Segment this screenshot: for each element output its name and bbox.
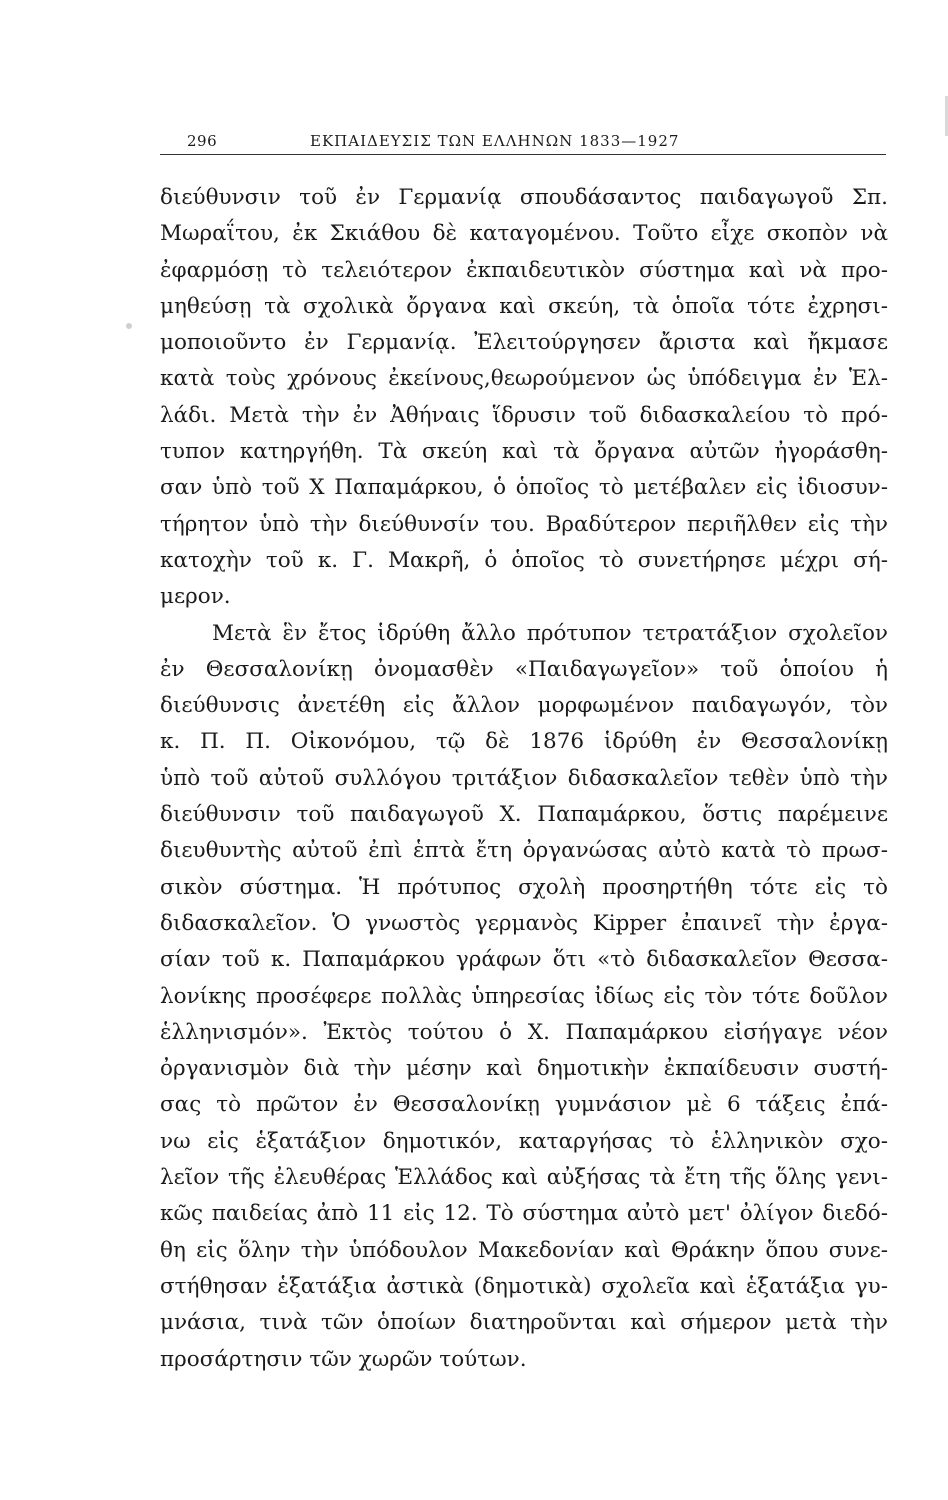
- text-line: σας τὸ πρῶτον ἐν Θεσσαλονίκῃ γυμνάσιον μὲ 6 τάξεις ἐπά-: [160, 1092, 888, 1118]
- body-text: [160, 180, 888, 1378]
- text-line: τυπον κατηργήθη. Τὰ σκεύη καὶ τὰ ὄργανα αὐτῶν ἠγοράσθη-: [160, 439, 888, 465]
- text-line: διεύθυνσιν τοῦ παιδαγωγοῦ Χ. Παπαμάρκου, ὅστις παρέμεινε: [160, 802, 888, 828]
- text-line: ἐν Θεσσαλονίκῃ ὀνομασθὲν «Παιδαγωγεῖον» τοῦ ὁποίου ἡ: [160, 656, 888, 682]
- text-line: σικὸν σύστημα. Ἡ πρότυπος σχολὴ προσηρτήθη τότε εἰς τὸ: [160, 874, 888, 900]
- text-line: νω εἰς ἑξατάξιον δημοτικόν, καταργήσας τὸ ἑλληνικὸν σχο-: [160, 1128, 888, 1154]
- text-line: τήρητον ὑπὸ τὴν διεύθυνσίν του. Βραδύτερον περιῆλθεν εἰς τὴν: [160, 511, 888, 537]
- text-line: διευθυντὴς αὐτοῦ ἐπὶ ἑπτὰ ἔτη ὀργανώσας αὐτὸ κατὰ τὸ πρωσ-: [160, 838, 888, 864]
- text-line: λεῖον τῆς ἐλευθέρας Ἑλλάδος καὶ αὐξήσας τὰ ἔτη τῆς ὅλης γενι-: [160, 1165, 888, 1191]
- text-line: θη εἰς ὅλην τὴν ὑπόδουλον Μακεδονίαν καὶ Θράκην ὅπου συνε-: [160, 1237, 888, 1263]
- text-line: μνάσια, τινὰ τῶν ὁποίων διατηροῦνται καὶ σήμερον μετὰ τὴν: [160, 1310, 888, 1336]
- text-line: σίαν τοῦ κ. Παπαμάρκου γράφων ὅτι «τὸ διδασκαλεῖον Θεσσα-: [160, 947, 888, 973]
- text-line: μερον.: [160, 584, 231, 610]
- text-line: σαν ὑπὸ τοῦ Χ Παπαμάρκου, ὁ ὁποῖος τὸ μετέβαλεν εἰς ἰδιοσυν-: [160, 475, 888, 501]
- header-rule: [160, 154, 886, 155]
- text-line: ὀργανισμὸν διὰ τὴν μέσην καὶ δημοτικὴν ἐκπαίδευσιν συστή-: [160, 1056, 888, 1082]
- text-line: διεύθυνσις ἀνετέθη εἰς ἄλλον μορφωμένον παιδαγωγόν, τὸν: [160, 693, 888, 719]
- text-line: κ. Π. Π. Οἰκονόμου, τῷ δὲ 1876 ἱδρύθη ἐν Θεσσαλονίκῃ: [160, 729, 888, 755]
- text-line: κατοχὴν τοῦ κ. Γ. Μακρῆ, ὁ ὁποῖος τὸ συνετήρησε μέχρι σή-: [160, 547, 888, 573]
- text-line: λονίκης προσέφερε πολλὰς ὑπηρεσίας ἰδίως εἰς τὸν τότε δοῦλον: [160, 983, 888, 1009]
- text-line: ὑπὸ τοῦ αὐτοῦ συλλόγου τριτάξιον διδασκαλεῖον τεθὲν ὑπὸ τὴν: [160, 765, 888, 791]
- paper-speck: [126, 323, 132, 329]
- text-line: κῶς παιδείας ἀπὸ 11 εἰς 12. Τὸ σύστημα αὐτὸ μετ' ὀλίγον διεδό-: [160, 1201, 888, 1227]
- text-line: προσάρτησιν τῶν χωρῶν τούτων.: [160, 1346, 527, 1372]
- text-line: στήθησαν ἑξατάξια ἀστικὰ (δημοτικὰ) σχολεῖα καὶ ἑξατάξια γυ-: [160, 1273, 888, 1299]
- paragraph-first-line: Μετὰ ἓν ἔτος ἱδρύθη ἄλλο πρότυπον τετρατάξιον σχολεῖον: [212, 620, 888, 646]
- running-title: ΕΚΠΑΙΔΕΥΣΙΣ ΤΩΝ ΕΛΛΗΝΩΝ 1833—1927: [310, 132, 680, 150]
- text-line: μηθεύσῃ τὰ σχολικὰ ὄργανα καὶ σκεύη, τὰ ὁποῖα τότε ἐχρησι-: [160, 293, 888, 319]
- text-line: ἐφαρμόσῃ τὸ τελειότερον ἐκπαιδευτικὸν σύστημα καὶ νὰ προ-: [160, 257, 888, 283]
- text-line: κατὰ τοὺς χρόνους ἐκείνους,θεωρούμενον ὡς ὑπόδειγμα ἐν Ἑλ-: [160, 366, 888, 392]
- page-number: 296: [187, 132, 218, 150]
- page-header: [160, 128, 886, 154]
- text-line: Μωραΐτου, ἐκ Σκιάθου δὲ καταγομένου. Τοῦτο εἶχε σκοπὸν νὰ: [160, 221, 888, 247]
- text-line: μοποιοῦντο ἐν Γερμανίᾳ. Ἐλειτούργησεν ἄριστα καὶ ἤκμασε: [160, 330, 888, 356]
- text-line: ἑλληνισμόν». Ἐκτὸς τούτου ὁ Χ. Παπαμάρκου εἰσήγαγε νέον: [160, 1019, 888, 1045]
- text-line: λάδι. Μετὰ τὴν ἐν Ἀθήναις ἵδρυσιν τοῦ διδασκαλείου τὸ πρό-: [160, 402, 888, 428]
- text-line: διδασκαλεῖον. Ὁ γνωστὸς γερμανὸς Kipper ἐπαινεῖ τὴν ἐργα-: [160, 910, 888, 936]
- text-line: διεύθυνσιν τοῦ ἐν Γερμανίᾳ σπουδάσαντος παιδαγωγοῦ Σπ.: [160, 185, 888, 210]
